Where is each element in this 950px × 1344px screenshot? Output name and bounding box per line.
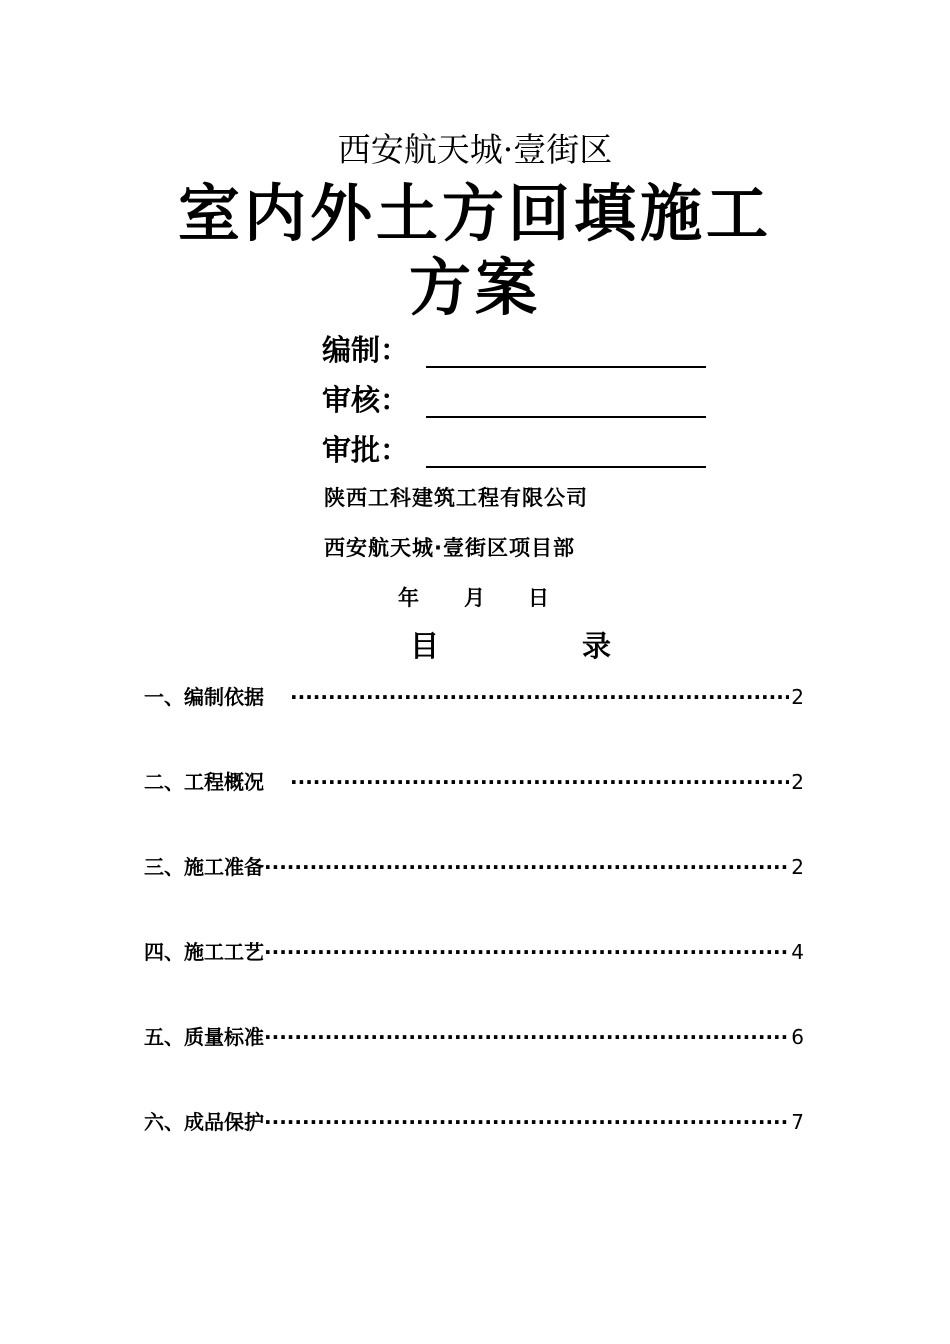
toc-item[interactable]	[144, 680, 804, 714]
toc-dot-leader	[290, 680, 789, 714]
toc-item-label: 三、施工准备	[144, 855, 264, 879]
signature-label-review: 审核：	[322, 383, 410, 417]
toc-dot-leader	[264, 850, 789, 884]
toc-item-page: 2	[791, 685, 804, 709]
project-department: 西安航天城·壹街区项目部	[324, 536, 575, 560]
signature-label-approve: 审批：	[322, 433, 410, 467]
toc-item-label: 四、施工工艺	[144, 940, 264, 964]
toc-item-page: 2	[791, 855, 804, 879]
date-year: 年	[398, 586, 419, 610]
document-subtitle: 西安航天城·壹街区	[337, 130, 613, 169]
document-title-line-1: 室内外土方回填施工	[177, 177, 772, 250]
toc-item[interactable]	[144, 1105, 804, 1139]
toc-item-label: 一、编制依据	[144, 685, 264, 709]
toc-heading-part-1: 目	[410, 629, 440, 663]
toc-list	[144, 680, 804, 1190]
toc-dot-leader	[290, 765, 789, 799]
toc-item[interactable]	[144, 935, 804, 969]
toc-heading-part-2: 录	[582, 629, 612, 663]
toc-dot-leader	[264, 1105, 789, 1139]
toc-item-label: 五、质量标准	[144, 1025, 264, 1049]
signature-row-review	[322, 378, 722, 422]
toc-item[interactable]	[144, 1020, 804, 1054]
toc-item-page: 2	[791, 770, 804, 794]
toc-item-label: 六、成品保护	[144, 1110, 264, 1134]
document-title-line-2: 方案	[408, 251, 541, 324]
signature-row-compile	[322, 328, 722, 372]
toc-item-page: 4	[791, 940, 804, 964]
toc-item[interactable]	[144, 850, 804, 884]
date-day: 日	[528, 586, 549, 610]
company-name: 陕西工科建筑工程有限公司	[324, 486, 588, 510]
toc-dot-leader	[264, 935, 789, 969]
signature-blank-line	[426, 366, 706, 368]
signature-blank-line	[426, 416, 706, 418]
signature-blank-line	[426, 466, 706, 468]
signature-label-compile: 编制：	[322, 333, 410, 367]
toc-heading	[0, 626, 950, 666]
date-row	[398, 583, 558, 613]
toc-item-page: 7	[791, 1110, 804, 1134]
signature-row-approve	[322, 428, 722, 472]
toc-item-page: 6	[791, 1025, 804, 1049]
toc-dot-leader	[264, 1020, 789, 1054]
toc-item[interactable]	[144, 765, 804, 799]
toc-item-label: 二、工程概况	[144, 770, 264, 794]
date-month: 月	[464, 586, 485, 610]
